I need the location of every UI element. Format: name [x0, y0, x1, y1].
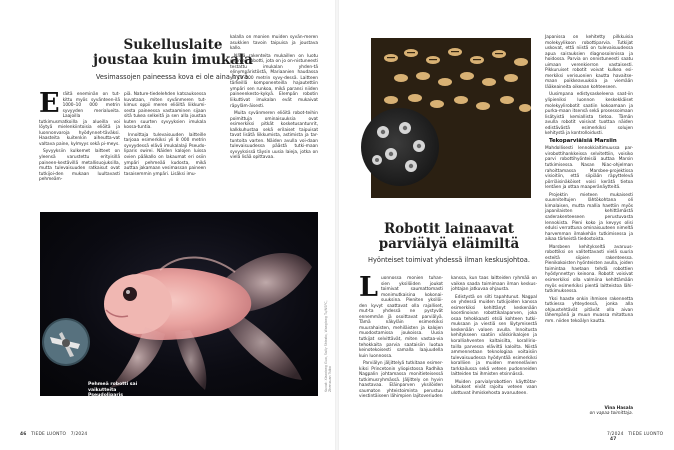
right-col3-para2: Uusimpana edistysaskeleena saat-iin ylipieniksi luonnon keskekkäiset molekyylirobotit saatiin kokoamaan ja purka-maan itsensä sekä prosessoimaan lisätyistä kemiallista tietoa. Tämän avulla robotit voisivat tuottaa näiden edistävästä esimerkiksi solujen kehitystä ja kontrolloidusti.	[545, 92, 633, 137]
left-col3-para3: Muita syvänmeren eliöitä robot-teihin poimittuja ominaisuuksia ovat esimerkiksi pitkät kosketusantunrit, kalkkuhustaa sekä erilaiset taipuisat tavat lisätä liikkumista, astimista ja tar-tuntoita varten. Näiden avulla voi-daan tulevaisuudessa päästä tutki-maan syvyyksissä täysin uusia laieja, jotka on vielä lisää opittavaa.	[230, 111, 318, 161]
right-article-title	[359, 222, 539, 252]
right-issue: 7/2024	[607, 432, 624, 437]
byline-note: on vapaa toimittaja.	[589, 411, 633, 417]
robot-swarm-inset	[361, 108, 439, 186]
byline	[545, 406, 633, 417]
right-col3-para5: Marsbeen kehitykseltä avaruus-robottiksi on valitettavasti vielä suuria esteitä siipien rakenteessa. Pienikokoisten hyönteisten avulla, joiden toimintaa haetaan tehdä robottien hyödynnettyn keinona. Robotit voisivat esimerkiksi olla valmiina kehittämään myös esimerkiksi pientä laitteistoa lähi-tutkimuksessa.	[545, 244, 633, 295]
right-col3-para1: Japanissa on kehitetty pilkkuisia molekyylikoon robottiparvia. Tutkijat uskovat, että niistä on tulevaisuudessa apua sairauksien diagnosoinnissa ja hoidossa. Parvia on onnistuneesti saatu uimaan verenkierron vastaisesti. Pikkuruiset robotit voivat kulkea esi-merkiksi verisuonien kautta havaitse-maan poikkeavuuksia ja viemään lääkeaineita oikeaan kohteeseen.	[545, 35, 633, 90]
right-column-3	[545, 35, 633, 405]
right-column-1	[359, 272, 443, 426]
right-title-line2: parviälyä eläimiltä	[378, 236, 520, 252]
right-col1-para1: Luonnossa monien tuhan-sien yksilöiden joukot toimivat saumattomasti monimutkaisina kokonai-suuksina. Pieniten yksilöi-den kyvyt saattavat olla rajalliset, mut-ta yhdessä ne pystyvät ennemmän jä osoittavat parviälyä. Tämä näkyläin esimerkiksi muurahaisten, mehiläisten ja kalojen muodostamissa joukoissa. Uusia tutkijat selvittävät, miten vastaa-via tehokkaita parvia saataisiin luotua keinotekoisesti samalla laajuudella kuin luonnossa.	[359, 272, 443, 359]
robot-swarm-illustration	[361, 108, 439, 186]
right-column-2	[451, 276, 537, 426]
left-col2-para2: Innoittaja tulevaisuuden laitteille tarjoaa esimerkiksi yli 8 000 metrin syvyydessä elävä imukalalaji Pseudo-liparis swirei. Näiden kalojen luissa ovien pääkallo on lakaumat eri osiin ympäri pehmeää kudosta, mikä auttaa jakamaan vesimassan paineen tasaisemmin ympäri. Lisäksi imu-	[124, 132, 206, 177]
left-col2-para1: piä. Nature-tiedelehden katsauksessa kuvataan, miten syvänmeren tut-kimus oppii meren eliöiltä liikkumi-sesta paineessa vastaaminen sijaan sitä tukea selkeitä ja sen alla joustaa kuten suurten syvyyksien imukala kossa-tuntia.	[124, 92, 206, 131]
right-folio	[607, 432, 674, 442]
right-col3-para3: Mahdollisesti lennokkialtimuussa par-virobottihankkeissa selvitettiin, voisiko parvi robottihyönteisiä auttaa Marsin tutkimisessa. Nasan Niac-ohjelman rahoittamassa Marsbee-projektissa visioitiin, että siipiään räpyttelevä pörriäisinäköiset voisi kerätä tietoa lentäen ja ottaa maaperänäytteitä.	[545, 146, 633, 191]
dropcap: E	[39, 88, 60, 119]
fish-photo-caption: Pehmeä robotti sai vaikutteita Pseudoliparis swirelta.	[88, 382, 138, 404]
left-column-1	[39, 88, 120, 204]
right-page-number: 47	[610, 437, 617, 442]
right-col2-para1: kanssa, kun taas laitteiden ryhmää on vaikea saada toimimaan ilman keskus-johtajan jatkuvaa ohjausta.	[451, 276, 537, 293]
left-column-2	[124, 92, 206, 204]
snailfish-photo	[40, 212, 318, 404]
photo-credit: Kuvat: Xiaodong Guo, Sally Shirato, Wanglong Tu/NSFC, Zhenxuan Tsibo	[324, 300, 332, 392]
right-col2-para2: Edistystä on silti tapahtunut. Nagpal on yhdessä muiden tutkijoiden kanssa esimerkiksi kehittänyt keskenään koordinoivan robottikalaparven, joka osaa tehokkaasti etsiä kohteen tutki-muksaan ja viestiä sen löytymisestä keskenään valoen avulla. Innoitusta kehitykseen saatiin välskirikalojen ja koralliahventen kaltaisilta, korallirio-toilla parvessa eläviltä kaloilta. Niistä ammennetaan teknologiaa voitaisiin tulevaisuudessa hyödyntää esimerkiksi koralliien ja muiden merenelävien tarkkailussa sekä veteen pudonneiden laitteiden tai ihmisten etsinnässä.	[451, 294, 537, 378]
right-subhead: Tekoparviäisiä Marsiin	[549, 137, 617, 144]
right-col2-para3: Muiden parvialyrobottien käyttötar-koitukset eivät rajoitu veteen vaan ulottuvat ihmiskehosta avaruuteen.	[451, 379, 537, 396]
left-col1-para2: Syvyyksiin kulkemet laitteet on yleensä varustettu erityisillä paineen-kestävillä metallisuojuksilla, mutta tulevaisuuden ratkaisut ovat tutkijoi-den mukaan luultavasti pehmeäm-	[39, 149, 120, 183]
right-article-lede: Hyönteiset toimivat yhdessä ilman keskusjohtoa.	[368, 256, 530, 264]
left-col3-para2: Näitä rakenteita mukaillen on luotu pehmeä robotti, jota on jo on-nistuneesti testattu imukalan yhden-tä elinympäristöstä, Mariaanien haudassa yli 10 000 metrin syvy-dessä. Laitteen tärkeillä komponenteilla hajautettiin ympäri sen runkoa, mikä paransi niiden paineenkesto-kykyä. Elempän robotin liikuttivat imukalan evät mukaivat räpyläm-äisesti.	[230, 53, 318, 109]
right-col1-para2: Parviälyn jäljittelyä tutkitaan esimer-kiksi Princetonin yliopistossa Radhika Nagpalin johtamassa monitieteisessä tutkimusryhmässä. Jäljittely on hyvin haastavaa. Eläinparven yksilöiden saumaton yhteistoiminta perustuu viestintäiseen lähimpien lajitoveriuden	[359, 361, 443, 400]
right-col3-para4: Projektin mieteen mukaisesti suunniteltujen lähtökohtana oli kimalaisen, mutta mallia haettiin myös japanilaisten kehittämästä saderakenteeseen perustuvasta lennokista. Pieni koko ja kevyys olisi edulsi verrattuna ominaisuuteen nimeltä harvemman ilmakehän tutkimisessa ja aikaa tärkeistä tiedostoista.	[545, 192, 633, 243]
left-issue: 7/2024	[70, 432, 88, 437]
right-mag-name: TIEDE LUONTO	[628, 432, 664, 437]
right-title-line1: Robotit lainaavat	[383, 221, 515, 237]
left-title-line2: joustaa kuin imukala	[93, 52, 253, 68]
byline-name: Vina Hasala	[604, 406, 633, 411]
left-col3-para1: kalalla on monien muiden syvän-meren asukkien tavoin taipuisa ja joustava kallo.	[230, 35, 318, 52]
snailfish-illustration	[40, 212, 318, 396]
left-mag-name: TIEDE LUONTO	[31, 432, 67, 437]
dropcap: L	[359, 272, 378, 303]
left-column-3	[230, 35, 318, 205]
right-page	[339, 0, 674, 450]
left-article-lede: Vesimassojen paineessa kova ei ole aina hyvä.	[95, 73, 251, 81]
right-col3-para6: Yksi haaste onkin ihmisen rakennetta tutkiessa yhteydessä, jonka alla ohjaustehtävät pitävät olla aivan lähempänä ja muun muassa mitattuna mm. niiden tekoälyn kautta.	[545, 296, 633, 324]
robot-icon	[44, 320, 88, 364]
left-page-number: 46	[20, 432, 27, 437]
left-page	[0, 0, 335, 450]
left-title-line1: Sukelluslaite	[123, 37, 223, 53]
left-folio	[20, 432, 87, 437]
left-col1-para1: Eräitä eneminän on tut-kittu myös syvänteen-ilä 1000–10 000 metrin syvyyden merialueita. Laajoilla tutkimusmatkoilla ja alueilla voi löytyä mielenkiintoisia eliöitä ja luonnonvaroja hyödynnet-täväksi. Haasteita kuitenkin aiheutta-vat valtava paine, kylmyys sekä pi-meys.	[39, 88, 120, 147]
